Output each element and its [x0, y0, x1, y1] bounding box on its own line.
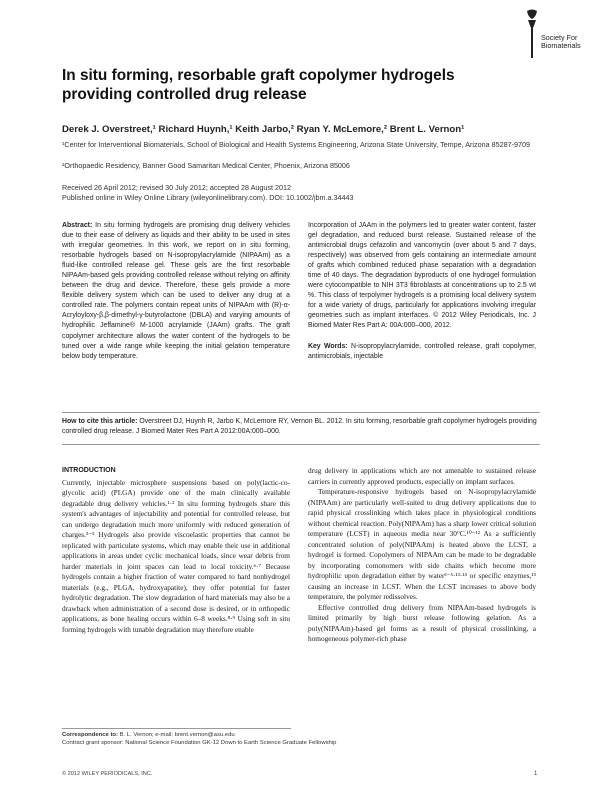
published-line: Published online in Wiley Online Library (wileyonlinelibrary.com). DOI: 10.1002/jbm.a.34443	[62, 193, 354, 203]
torch-icon	[525, 8, 539, 60]
citation-block	[62, 417, 540, 437]
abstract-left-column	[62, 221, 290, 362]
citation-text: Overstreet DJ, Huynh R, Jarbo K, McLemore RY, Vernon BL. 2012. In situ forming, resorbable graft copolymer hydrogels providing controlled drug release. J Biomed Mater Res Part A 2012:00A:000–000.	[62, 418, 537, 435]
divider	[62, 412, 540, 413]
keywords-text: N-isopropylacrylamide, controlled release, graft copolymer, antimicrobials, injectable	[308, 342, 536, 360]
citation-label: How to cite this article:	[62, 418, 138, 425]
body-paragraph: drug delivery in applications which are not amenable to sustained release carriers in currently approved products, especially on implant surfaces.	[308, 466, 536, 486]
divider	[62, 444, 540, 445]
body-paragraph: Temperature-responsive hydrogels based on N-isopropylacrylamide (NIPAAm) are particularly well-suited to drug delivery applications due to rapid physical crosslinking which takes place in physiological conditions without chemical reaction. Poly(NIPAAm) has a sharp lower critical solution temperature (LCST) in aqueous media near 30°C.¹⁰⁻¹² As a sufficiently concentrated solution of poly(NIPAAm) is heated above the LCST, a hydrogel is formed. Copolymers of NIPAAm can be made to be degradable by incorporating comonomers with side chains which become more hydrophilic upon degradation either by water³⁻⁵·¹³·¹⁴ or specific enzymes,¹⁵ causing an increase in LCST. When the LCST increases to above body temperature, the polymer redissolves.	[308, 487, 536, 601]
body-paragraph: Effective controlled drug delivery from NIPAAm-based hydrogels is limited primarily by high burst release following gelation. As a poly(NIPAAm)-based gel forms as a result of physical crosslinking, a homogeneous polymer-rich phase	[308, 602, 536, 643]
body-left-column	[62, 466, 290, 635]
correspondence-text: B. L. Vernon; e-mail: brent.vernon@asu.edu	[117, 732, 235, 738]
affiliation-1: ¹Center for Interventional Biomaterials, School of Biological and Health Systems Engineering, Arizona State University, Tempe, Arizona 85287-9709	[62, 140, 530, 149]
affiliation-2: ²Orthopaedic Residency, Banner Good Samaritan Medical Center, Phoenix, Arizona 85006	[62, 161, 350, 170]
body-right-column	[308, 466, 536, 645]
abstract-text-right: Incorporation of JAAm in the polymers led to greater water content, faster gel degradation, and reduced burst release. Sustained release of the antimicrobial drugs cefazolin and vancomycin (over about 5 and 7 days, respectively) was observed from gels containing an intermediate amount of grafts which combined reduced phase separation with a degradation time of 40 days. The degradation byproducts of one hydrogel formulation were cytocompatible to NIH 3T3 fibroblasts at concentrations up to 2.5 wt %. This class of terpolymer hydrogels is a promising local delivery system for a wide variety of drugs, particularly for applications involving irregular geometries such as implant interfaces. © 2012 Wiley Periodicals, Inc. J Biomed Mater Res Part A: 00A:000–000, 2012.	[308, 222, 536, 330]
abstract-text-left: In situ forming hydrogels are promising drug delivery vehicles due to their ease of delivery as liquids and their ability to be used in sites with irregular geometries. In this work, we report on in situ forming, resorbable hydrogels based on N-isopropylacrylamide (NIPAAm) as a fluid-like controlled release gel. These gels are the first resorbable NIPAAm-based gels providing controlled release without relying on affinity between the drug and device. Therefore, these gels provide a more flexible delivery system which can be used to deliver any drug at a controlled rate. The polymers contain repeat units of NIPAAm with (R)-α-Acryloyloxy-β,β-dimethyl-γ-butyrolactone (DBLA) and varying amounts of hydrophilic Jeffamine® M-1000 acrylamide (JAAm) grafts. The graft copolymer architecture allows the water content of the hydrogels to be tuned over a wide range while keeping the initial gelation temperature below body temperature.	[62, 222, 290, 360]
section-heading-introduction: INTRODUCTION	[62, 467, 116, 474]
society-name	[541, 34, 581, 51]
society-logo	[525, 8, 595, 68]
abstract-right-column	[308, 221, 536, 362]
received-line: Received 26 April 2012; revised 30 July 2012; accepted 28 August 2012	[62, 183, 291, 192]
correspondence-line	[62, 731, 540, 739]
article-title: In situ forming, resorbable graft copolymer hydrogels providing controlled drug release	[62, 67, 455, 103]
abstract-label: Abstract:	[62, 222, 93, 229]
author-list: Derek J. Overstreet,¹ Richard Huynh,¹ Keith Jarbo,² Ryan Y. McLemore,² Brent L. Vernon¹	[62, 124, 465, 135]
grant-line: Contract grant sponsor: National Science Foundation GK-12 Down to Earth Science Graduate Fellowship	[62, 740, 337, 747]
page-number: 1	[534, 771, 538, 777]
body-paragraph: Currently, injectable microsphere suspensions based on poly(lactic-co-glycolic acid) (PLGA) provide one of the main clinically available degradable drug delivery vehicles.¹·² In situ forming hydrogels share this system's advantages of injectability and potential for controlled release, but can undergo degradation much more uniformly with reduced generation of charges.³⁻⁵ Hydrogels also provide viscoelastic properties that cannot be replicated with particulate systems, which may enable their use in additional applications in areas under cyclic mechanical loads, since wear debris from harder materials in joint spaces can lead to local toxicity.⁶·⁷ Because hydrogels contain a higher fraction of water compared to hard nonhydrogel materials (e.g., PLGA, hydroxyapatite), they offer potential for faster hydrolytic degradation. The slow degradation of hard materials may also be a drawback when administration of a second dose is desired, or in orthopedic applications, as bone healing occurs within 6–8 weeks.⁸·⁹ Using soft in situ forming hydrogels with tunable degradation may therefore enable	[62, 477, 290, 634]
society-line-1: Society For	[541, 33, 578, 42]
footnotes	[62, 731, 540, 748]
society-line-2: Biomaterials	[541, 41, 581, 51]
copyright-footer: © 2012 WILEY PERIODICALS, INC.	[62, 771, 153, 777]
keywords	[308, 342, 536, 362]
footnote-divider	[62, 728, 291, 729]
publication-dates	[62, 183, 542, 203]
keywords-label: Key Words:	[308, 342, 348, 350]
correspondence-label: Correspondence to:	[62, 732, 118, 738]
